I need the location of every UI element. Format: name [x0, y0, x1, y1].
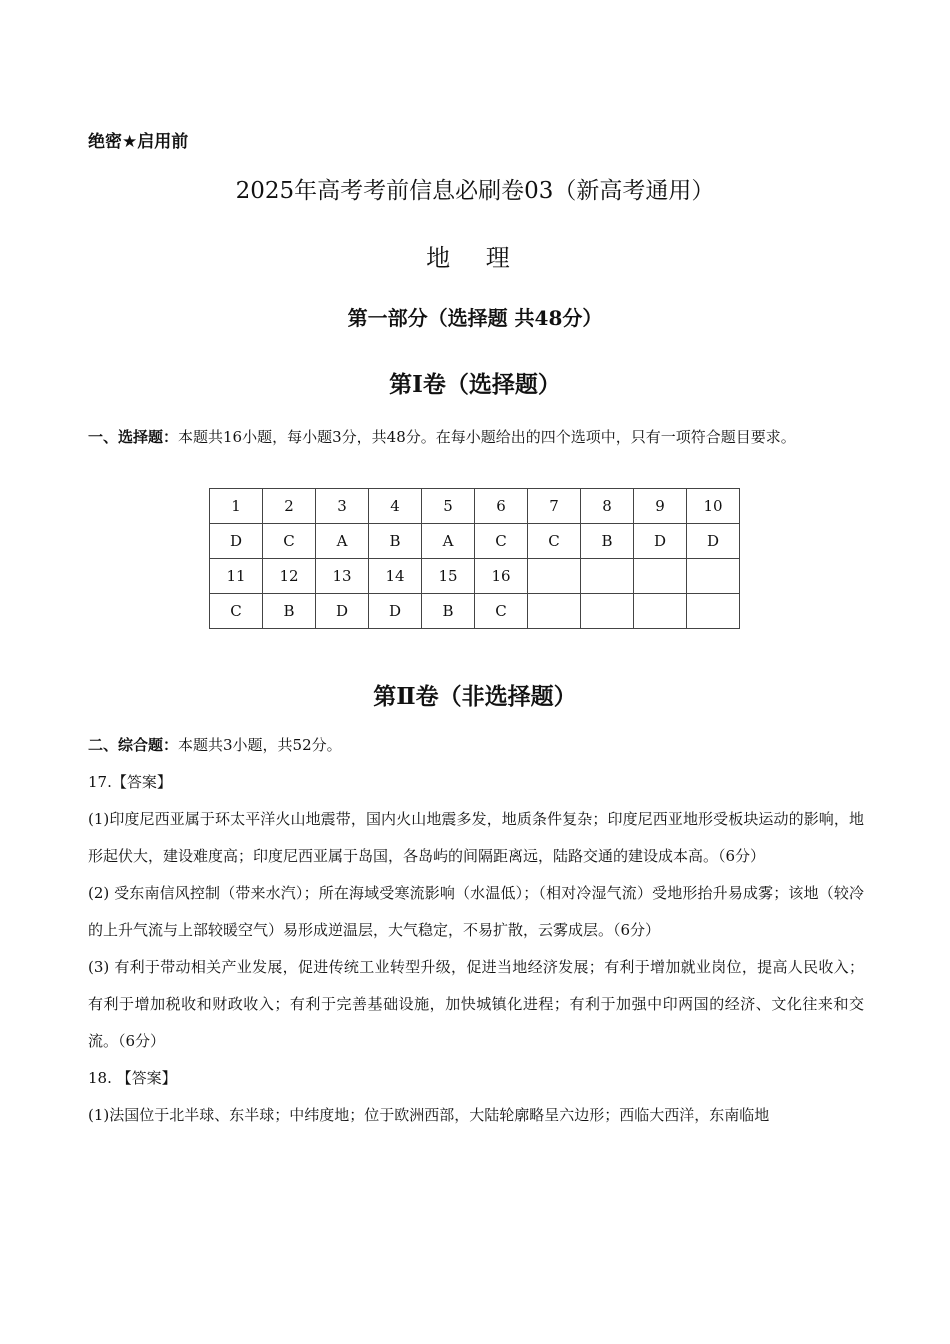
volume2-heading: 第Ⅱ卷（非选择题）: [373, 683, 577, 710]
q17-part1: (1)印度尼西亚属于环太平洋火山地震带，国内火山地震多发，地质条件复杂；印度尼西亚地形受板块运动的影响，地形起伏大，建设难度高；印度尼西亚属于岛国，各岛屿的间隔距离远，陆路交通的建设成本高。（6分）: [88, 810, 864, 865]
table-cell: B: [263, 594, 316, 629]
table-cell: B: [369, 524, 422, 559]
exam-title: 2025年高考考前信息必刷卷03（新高考通用）: [235, 178, 715, 204]
table-cell: B: [581, 524, 634, 559]
table-cell: D: [687, 524, 740, 559]
table-cell: 14: [369, 559, 422, 594]
table-cell: 6: [475, 489, 528, 524]
table-cell: A: [316, 524, 369, 559]
table-cell: 2: [263, 489, 316, 524]
table-cell: D: [316, 594, 369, 629]
q18-label: 18. 【答案】: [88, 1069, 177, 1087]
table-cell: 9: [634, 489, 687, 524]
instr-text: 本题共16小题，每小题3分，共48分。在每小题给出的四个选项中，只有一项符合题目要求。: [178, 428, 796, 446]
table-cell: D: [210, 524, 263, 559]
answer-table: [209, 488, 740, 629]
table-cell: [528, 559, 581, 594]
table-cell: 12: [263, 559, 316, 594]
table-cell: [581, 594, 634, 629]
table-cell: B: [422, 594, 475, 629]
table-cell: [687, 559, 740, 594]
table-cell: D: [369, 594, 422, 629]
table-row: [210, 489, 740, 524]
table-cell: C: [528, 524, 581, 559]
table-cell: 13: [316, 559, 369, 594]
confidential-label: 绝密★启用前: [88, 132, 189, 152]
table-cell: 4: [369, 489, 422, 524]
table-cell: 15: [422, 559, 475, 594]
q18-part1: (1)法国位于北半球、东半球；中纬度地；位于欧洲西部，大陆轮廓略呈六边形；西临大西洋，东南临地: [88, 1106, 770, 1124]
subject-title: 地 理: [426, 244, 524, 272]
table-cell: 8: [581, 489, 634, 524]
table-cell: 10: [687, 489, 740, 524]
table-row: [210, 559, 740, 594]
table-cell: [528, 594, 581, 629]
table-cell: A: [422, 524, 475, 559]
table-cell: D: [634, 524, 687, 559]
q17-part2: (2) 受东南信风控制（带来水汽）；所在海域受寒流影响（水温低）；（相对冷湿气流）受地形抬升易成雾；该地（较冷的上升气流与上部较暖空气）易形成逆温层，大气稳定，不易扩散，云雾成层。（6分）: [88, 884, 864, 939]
part-heading: 第一部分（选择题 共48分）: [347, 306, 603, 330]
table-cell: [634, 594, 687, 629]
table-cell: [687, 594, 740, 629]
table-row: [210, 594, 740, 629]
table-row: [210, 524, 740, 559]
table-cell: [634, 559, 687, 594]
table-cell: 1: [210, 489, 263, 524]
table-cell: 16: [475, 559, 528, 594]
instr-lead: 一、选择题：: [88, 428, 179, 446]
table-cell: 3: [316, 489, 369, 524]
q17-label: 17.【答案】: [88, 773, 172, 791]
volume2-instructions: [88, 734, 342, 755]
table-cell: C: [475, 594, 528, 629]
instr-lead: 二、综合题：: [88, 736, 179, 754]
table-cell: C: [263, 524, 316, 559]
table-cell: [581, 559, 634, 594]
volume1-heading: 第Ⅰ卷（选择题）: [389, 371, 561, 398]
table-cell: 11: [210, 559, 263, 594]
table-cell: C: [210, 594, 263, 629]
table-cell: 5: [422, 489, 475, 524]
answers-body: [88, 764, 864, 1134]
table-cell: C: [475, 524, 528, 559]
instr-text: 本题共3小题，共52分。: [178, 736, 342, 754]
q17-part3: (3) 有利于带动相关产业发展，促进传统工业转型升级，促进当地经济发展；有利于增加就业岗位，提高人民收入；有利于增加税收和财政收入；有利于完善基础设施，加快城镇化进程；有利于加强中印两国的经济、文化往来和交流。（6分）: [88, 958, 864, 1050]
table-cell: 7: [528, 489, 581, 524]
volume1-instructions: [88, 419, 864, 456]
